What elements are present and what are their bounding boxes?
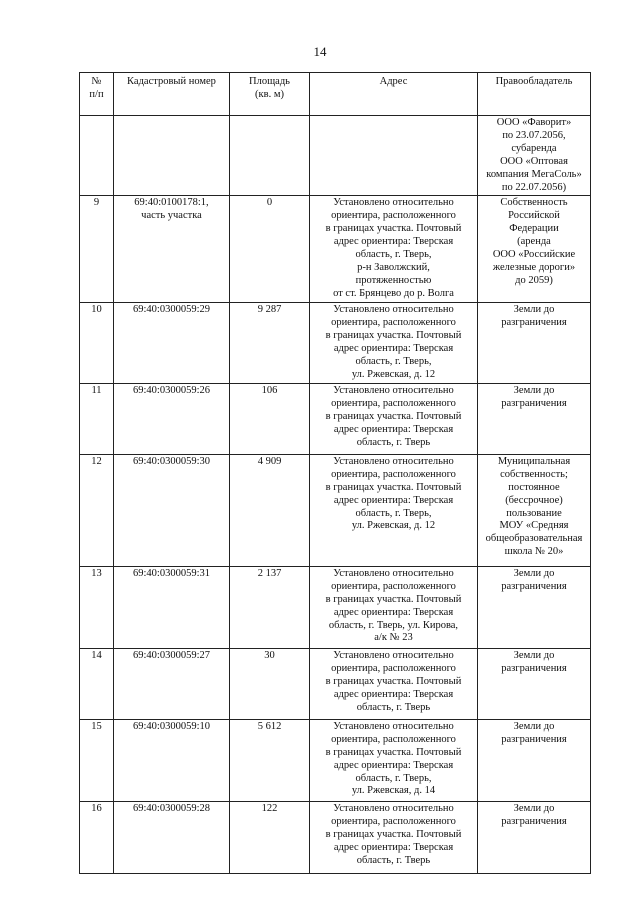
cadastral-number-cell: 69:40:0100178:1, часть участка — [114, 196, 230, 303]
cadastral-number-cell: 69:40:0300059:29 — [114, 303, 230, 383]
table-row — [80, 196, 591, 303]
column-header-number: № п/п — [80, 73, 114, 116]
row-number-cell: 14 — [80, 648, 114, 719]
address-cell: Установлено относительно ориентира, расположенного в границах участка. Почтовый адрес ориентира: Тверская область, г. Тверь — [310, 648, 478, 719]
table-row — [80, 454, 591, 566]
area-cell: 122 — [230, 801, 310, 873]
address-cell — [310, 116, 478, 196]
address-cell: Установлено относительно ориентира, расположенного в границах участка. Почтовый адрес ориентира: Тверская область, г. Тверь, ул. Ржевская, д. 12 — [310, 454, 478, 566]
table-row — [80, 116, 591, 196]
table-body — [80, 116, 591, 874]
area-cell — [230, 116, 310, 196]
column-header-address: Адрес — [310, 73, 478, 116]
cadastral-number-cell: 69:40:0300059:31 — [114, 566, 230, 648]
owner-cell: Земли до разграничения — [478, 383, 591, 454]
table-row — [80, 801, 591, 873]
address-cell: Установлено относительно ориентира, расположенного в границах участка. Почтовый адрес ориентира: Тверская область, г. Тверь, ул. Ржевская, д. 12 — [310, 303, 478, 383]
row-number-cell: 16 — [80, 801, 114, 873]
column-header-cadastral-number: Кадастровый номер — [114, 73, 230, 116]
area-cell: 2 137 — [230, 566, 310, 648]
table-row — [80, 648, 591, 719]
owner-cell: Земли до разграничения — [478, 719, 591, 801]
row-number-cell: 15 — [80, 719, 114, 801]
cadastral-number-cell — [114, 116, 230, 196]
table-row — [80, 303, 591, 383]
column-header-area: Площадь (кв. м) — [230, 73, 310, 116]
cadastral-number-cell: 69:40:0300059:10 — [114, 719, 230, 801]
row-number-cell: 9 — [80, 196, 114, 303]
page-number: 14 — [313, 44, 327, 59]
owner-cell: Муниципальная собственность; постоянное (бессрочное) пользование МОУ «Средняя общеобразовательная школа № 20» — [478, 454, 591, 566]
address-cell: Установлено относительно ориентира, расположенного в границах участка. Почтовый адрес ориентира: Тверская область, г. Тверь, ул. Кирова, а/к № 23 — [310, 566, 478, 648]
row-number-cell: 12 — [80, 454, 114, 566]
cadastral-number-cell: 69:40:0300059:26 — [114, 383, 230, 454]
cadastral-number-cell: 69:40:0300059:30 — [114, 454, 230, 566]
row-number-cell: 10 — [80, 303, 114, 383]
owner-cell: Земли до разграничения — [478, 801, 591, 873]
area-cell: 9 287 — [230, 303, 310, 383]
area-cell: 4 909 — [230, 454, 310, 566]
row-number-cell: 11 — [80, 383, 114, 454]
table-row — [80, 383, 591, 454]
row-number-cell: 13 — [80, 566, 114, 648]
row-number-cell — [80, 116, 114, 196]
owner-cell: Земли до разграничения — [478, 303, 591, 383]
area-cell: 0 — [230, 196, 310, 303]
cadastral-number-cell: 69:40:0300059:27 — [114, 648, 230, 719]
owner-cell: Земли до разграничения — [478, 648, 591, 719]
owner-cell: Земли до разграничения — [478, 566, 591, 648]
land-plots-table — [79, 72, 591, 874]
column-header-owner: Правообладатель — [478, 73, 591, 116]
address-cell: Установлено относительно ориентира, расположенного в границах участка. Почтовый адрес ориентира: Тверская область, г. Тверь, ул. Ржевская, д. 14 — [310, 719, 478, 801]
cadastral-number-cell: 69:40:0300059:28 — [114, 801, 230, 873]
area-cell: 30 — [230, 648, 310, 719]
table-row — [80, 566, 591, 648]
owner-cell: ООО «Фаворит» по 23.07.2056, субаренда ООО «Оптовая компания МегаСоль» по 22.07.2056) — [478, 116, 591, 196]
address-cell: Установлено относительно ориентира, расположенного в границах участка. Почтовый адрес ориентира: Тверская область, г. Тверь, р-н Заволжский, протяженностью от ст. Брянцево до р. Волга — [310, 196, 478, 303]
owner-cell: Собственность Российской Федерации (аренда ООО «Российские железные дороги» до 2059) — [478, 196, 591, 303]
table-header-row — [80, 73, 591, 116]
address-cell: Установлено относительно ориентира, расположенного в границах участка. Почтовый адрес ориентира: Тверская область, г. Тверь — [310, 801, 478, 873]
table-row — [80, 719, 591, 801]
address-cell: Установлено относительно ориентира, расположенного в границах участка. Почтовый адрес ориентира: Тверская область, г. Тверь — [310, 383, 478, 454]
area-cell: 106 — [230, 383, 310, 454]
area-cell: 5 612 — [230, 719, 310, 801]
